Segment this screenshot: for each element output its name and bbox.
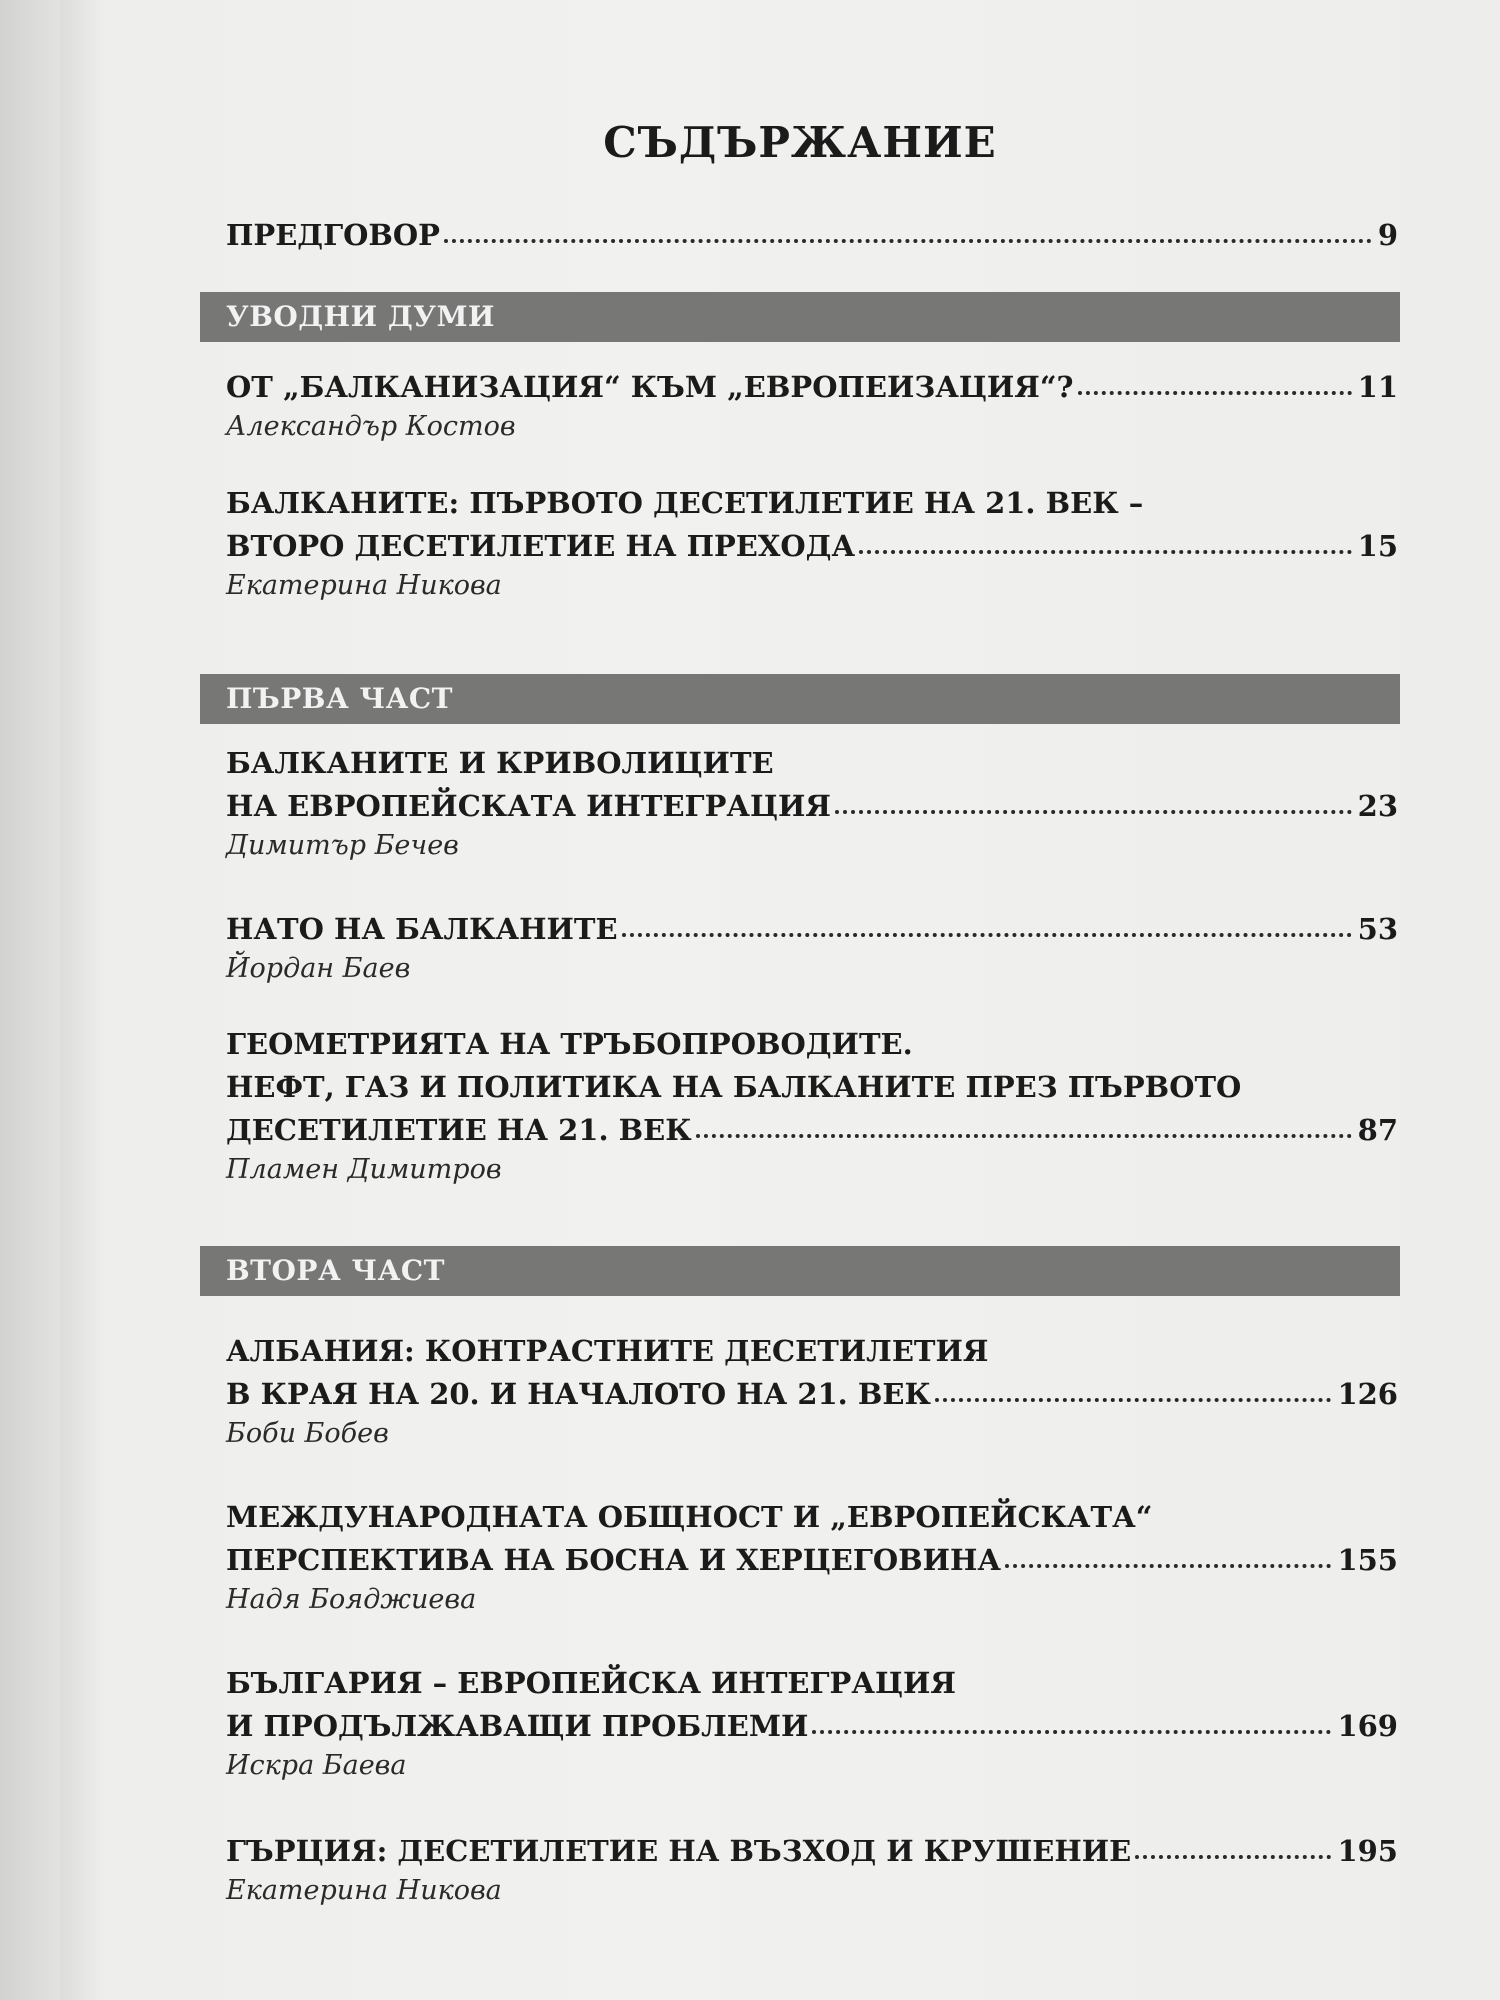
toc-entry-title: БАЛКАНИТЕ: ПЪРВОТО ДЕСЕТИЛЕТИЕ НА 21. ВЕК – (226, 486, 1144, 520)
toc-entry[interactable] (226, 1496, 1398, 1618)
toc-entry-author: Пламен Димитров (226, 1154, 502, 1185)
toc-entry[interactable] (226, 482, 1398, 604)
dot-leader (696, 1134, 1352, 1138)
toc-entry-title: НЕФТ, ГАЗ И ПОЛИТИКА НА БАЛКАНИТЕ ПРЕЗ ПЪРВОТО (226, 1070, 1242, 1104)
dot-leader (859, 550, 1352, 554)
toc-page-number: 195 (1337, 1834, 1398, 1868)
section-header-part-one: ПЪРВА ЧАСТ (200, 674, 1400, 724)
toc-entry-line (226, 366, 1398, 409)
toc-page-number: 23 (1357, 789, 1398, 823)
toc-entry[interactable] (226, 1330, 1398, 1452)
dot-leader (812, 1730, 1331, 1734)
toc-entry-title: ГЪРЦИЯ: ДЕСЕТИЛЕТИЕ НА ВЪЗХОД И КРУШЕНИЕ (226, 1834, 1132, 1868)
toc-entry-author: Боби Бобев (226, 1418, 389, 1449)
toc-entry-author: Екатерина Никова (226, 570, 502, 601)
toc-entry[interactable] (226, 1023, 1398, 1188)
toc-entry[interactable] (226, 908, 1398, 987)
dot-leader (935, 1398, 1332, 1402)
toc-entry-title: МЕЖДУНАРОДНАТА ОБЩНОСТ И „ЕВРОПЕЙСКАТА“ (226, 1500, 1153, 1534)
toc-entry[interactable] (226, 1662, 1398, 1784)
toc-page-number: 169 (1337, 1709, 1398, 1743)
book-page (60, 0, 1500, 2000)
dot-leader (444, 239, 1372, 243)
section-header-part-two: ВТОРА ЧАСТ (200, 1246, 1400, 1296)
page-title: СЪДЪРЖАНИЕ (603, 118, 997, 167)
dot-leader (1078, 391, 1352, 395)
toc-entry-preface[interactable] (226, 214, 1398, 257)
toc-entry-line (226, 1373, 1398, 1416)
toc-entry-line (226, 1023, 1398, 1066)
toc-entry-line (226, 1705, 1398, 1748)
toc-entry-line (226, 1539, 1398, 1582)
book-gutter (0, 0, 60, 2000)
toc-entry-title: ПЕРСПЕКТИВА НА БОСНА И ХЕРЦЕГОВИНА (226, 1543, 1002, 1577)
toc-entry-title: АЛБАНИЯ: КОНТРАСТНИТЕ ДЕСЕТИЛЕТИЯ (226, 1334, 989, 1368)
dot-leader (835, 810, 1352, 814)
toc-entry-author: Александър Костов (226, 411, 516, 442)
toc-page-number: 126 (1337, 1377, 1398, 1411)
toc-entry-line (226, 482, 1398, 525)
toc-entry-title: ГЕОМЕТРИЯТА НА ТРЪБОПРОВОДИТЕ. (226, 1027, 913, 1061)
toc-entry-line (226, 742, 1398, 785)
toc-entry-author: Йордан Баев (226, 953, 411, 984)
toc-page-number: 15 (1357, 529, 1398, 563)
toc-entry-title: ПРЕДГОВОР (226, 218, 440, 252)
toc-entry-title: БАЛКАНИТЕ И КРИВОЛИЦИТЕ (226, 746, 774, 780)
toc-entry-line (226, 785, 1398, 828)
toc-entry-line (226, 1330, 1398, 1373)
toc-entry-title: В КРАЯ НА 20. И НАЧАЛОТО НА 21. ВЕК (226, 1377, 931, 1411)
toc-entry[interactable] (226, 742, 1398, 864)
toc-entry-title: БЪЛГАРИЯ – ЕВРОПЕЙСКА ИНТЕГРАЦИЯ (226, 1666, 956, 1700)
section-header-intro: УВОДНИ ДУМИ (200, 292, 1400, 342)
dot-leader (1005, 1564, 1331, 1568)
toc-entry-title: ДЕСЕТИЛЕТИЕ НА 21. ВЕК (226, 1113, 692, 1147)
toc-entry-line (226, 1109, 1398, 1152)
dot-leader (622, 933, 1352, 937)
toc-entry-line (226, 1496, 1398, 1539)
toc-entry-line (226, 1662, 1398, 1705)
toc-entry-author: Димитър Бечев (226, 830, 459, 861)
dot-leader (1135, 1855, 1331, 1859)
toc-page-number: 53 (1357, 912, 1398, 946)
toc-entry-line (226, 908, 1398, 951)
toc-entry[interactable] (226, 366, 1398, 445)
toc-entry-title: ВТОРО ДЕСЕТИЛЕТИЕ НА ПРЕХОДА (226, 529, 856, 563)
toc-entry-line (226, 1066, 1398, 1109)
toc-entry-title: НАТО НА БАЛКАНИТЕ (226, 912, 618, 946)
toc-entry-title: И ПРОДЪЛЖАВАЩИ ПРОБЛЕМИ (226, 1709, 809, 1743)
toc-entry-title: ОТ „БАЛКАНИЗАЦИЯ“ КЪМ „ЕВРОПЕИЗАЦИЯ“? (226, 370, 1074, 404)
toc-entry-author: Екатерина Никова (226, 1875, 502, 1906)
toc-entry-line (226, 214, 1398, 257)
toc-entry[interactable] (226, 1830, 1398, 1909)
toc-page-number: 11 (1357, 370, 1398, 404)
toc-entry-author: Надя Бояджиева (226, 1584, 477, 1615)
toc-page-number: 9 (1377, 218, 1398, 252)
toc-entry-author: Искра Баева (226, 1750, 407, 1781)
toc-entry-title: НА ЕВРОПЕЙСКАТА ИНТЕГРАЦИЯ (226, 789, 831, 823)
toc-page-number: 87 (1357, 1113, 1398, 1147)
toc-page-number: 155 (1337, 1543, 1398, 1577)
toc-entry-line (226, 525, 1398, 568)
toc-entry-line (226, 1830, 1398, 1873)
